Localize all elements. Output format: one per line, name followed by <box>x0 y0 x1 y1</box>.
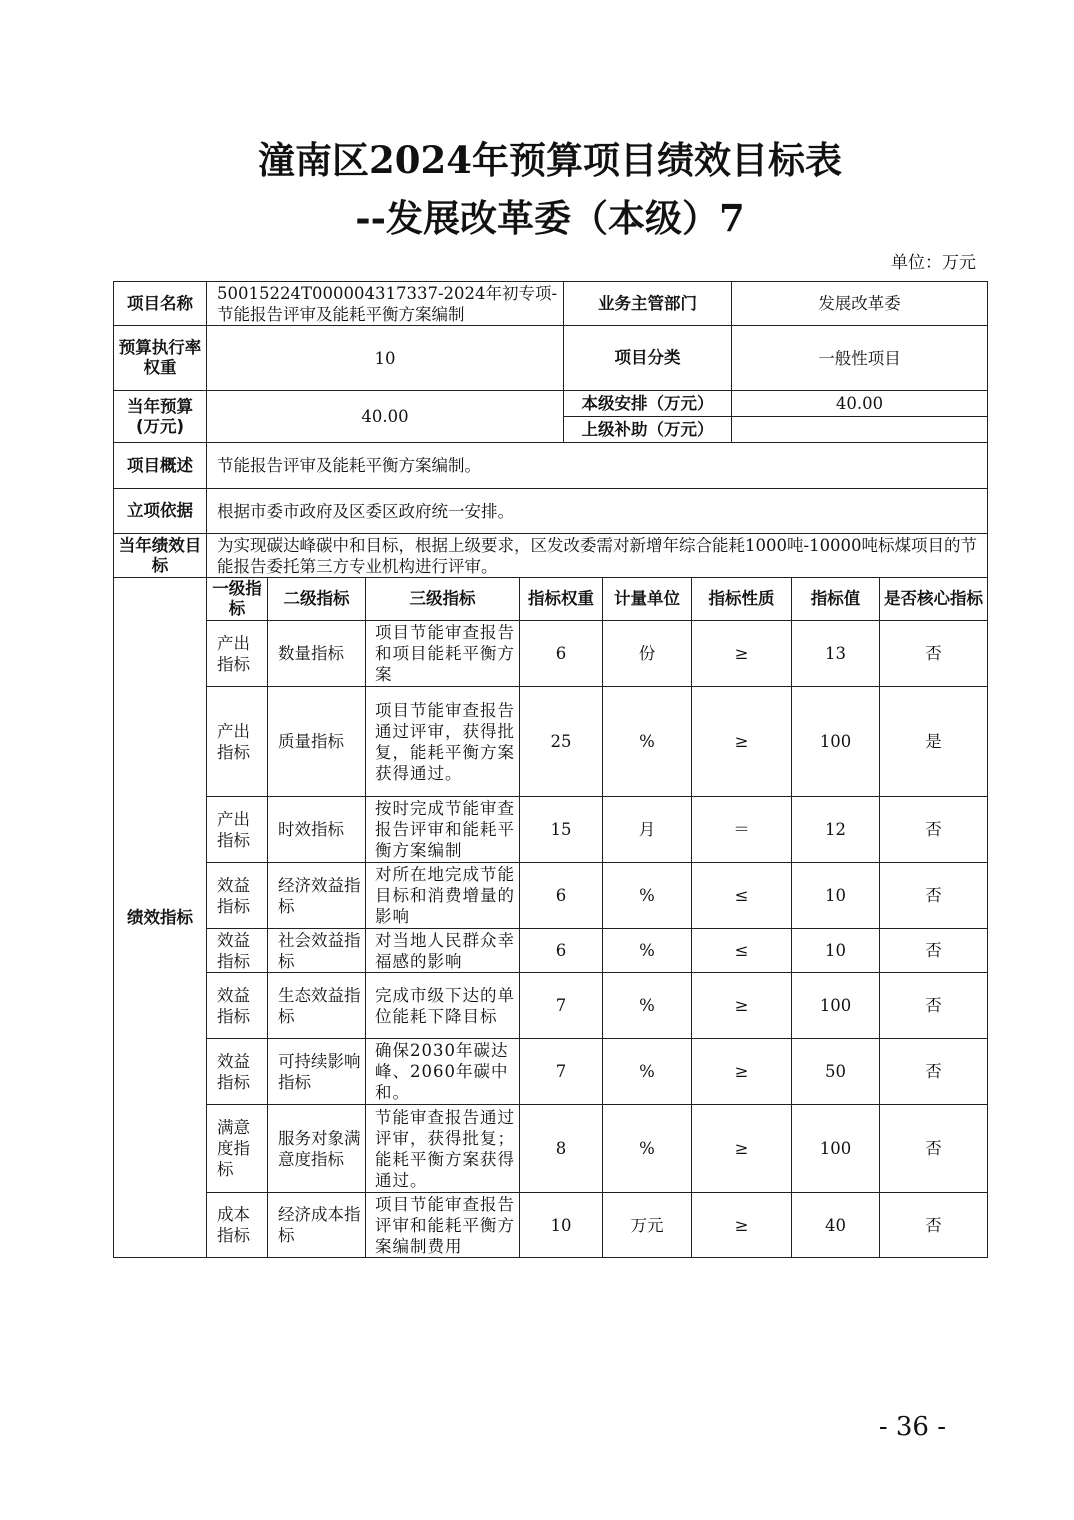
cell-unit: % <box>603 863 692 929</box>
header-level3: 三级指标 <box>366 578 520 621</box>
cell-level1: 产出指标 <box>207 621 268 687</box>
project-name: 50015224T000004317337-2024年初专项-节能报告评审及能耗平衡方案编制 <box>207 282 564 326</box>
cell-unit: 月 <box>603 797 692 863</box>
project-info-table <box>113 281 988 578</box>
cell-level3: 对所在地完成节能目标和消费增量的影响 <box>366 863 520 929</box>
cell-unit: 万元 <box>603 1193 692 1258</box>
cell-level2: 质量指标 <box>268 687 366 797</box>
overview: 节能报告评审及能耗平衡方案编制。 <box>207 443 988 489</box>
cell-core: 是 <box>880 687 988 797</box>
cell-value: 10 <box>792 929 880 973</box>
table-row <box>114 687 988 797</box>
local: 40.00 <box>732 391 988 417</box>
cell-value: 100 <box>792 687 880 797</box>
upper <box>732 417 988 443</box>
cell-value: 13 <box>792 621 880 687</box>
cell-unit: % <box>603 929 692 973</box>
category: 一般性项目 <box>732 326 988 391</box>
cell-value: 100 <box>792 973 880 1039</box>
cell-level3: 对当地人民群众幸福感的影响 <box>366 929 520 973</box>
cell-level3: 确保2030年碳达峰、2060年碳中和。 <box>366 1039 520 1105</box>
cell-level3: 完成市级下达的单位能耗下降目标 <box>366 973 520 1039</box>
cell-level2: 时效指标 <box>268 797 366 863</box>
cell-weight: 8 <box>520 1105 603 1193</box>
cell-level3: 按时完成节能审查报告评审和能耗平衡方案编制 <box>366 797 520 863</box>
cell-level3: 项目节能审查报告评审和能耗平衡方案编制费用 <box>366 1193 520 1258</box>
header-unit: 计量单位 <box>603 578 692 621</box>
cell-level3: 项目节能审查报告通过评审，获得批复，能耗平衡方案获得通过。 <box>366 687 520 797</box>
cell-core: 否 <box>880 1039 988 1105</box>
goal: 为实现碳达峰碳中和目标，根据上级要求，区发改委需对新增年综合能耗1000吨-10000吨标煤项目的节能报告委托第三方专业机构进行评审。 <box>207 534 988 578</box>
cell-nature: ≥ <box>692 1105 792 1193</box>
cell-unit: % <box>603 1105 692 1193</box>
basis-label: 立项依据 <box>114 489 207 534</box>
dept-label: 业务主管部门 <box>564 282 732 326</box>
cell-level2: 经济成本指标 <box>268 1193 366 1258</box>
header-weight: 指标权重 <box>520 578 603 621</box>
indicators-table <box>113 577 988 1258</box>
cell-unit: % <box>603 1039 692 1105</box>
cell-level3: 节能审查报告通过评审，获得批复；能耗平衡方案获得通过。 <box>366 1105 520 1193</box>
cell-nature: ≥ <box>692 1039 792 1105</box>
cell-core: 否 <box>880 973 988 1039</box>
cell-nature: ＝ <box>692 797 792 863</box>
cell-level2: 数量指标 <box>268 621 366 687</box>
overview-label: 项目概述 <box>114 443 207 489</box>
cell-level2: 可持续影响指标 <box>268 1039 366 1105</box>
cell-unit: % <box>603 973 692 1039</box>
budget-label: 当年预算(万元) <box>114 391 207 443</box>
cell-unit: % <box>603 687 692 797</box>
cell-weight: 10 <box>520 1193 603 1258</box>
page-subtitle: --发展改革委（本级）7 <box>355 196 745 240</box>
cell-value: 100 <box>792 1105 880 1193</box>
cell-nature: ≤ <box>692 863 792 929</box>
dept: 发展改革委 <box>732 282 988 326</box>
cell-level3: 项目节能审查报告和项目能耗平衡方案 <box>366 621 520 687</box>
cell-level2: 服务对象满意度指标 <box>268 1105 366 1193</box>
cell-level1: 效益指标 <box>207 863 268 929</box>
cell-level1: 效益指标 <box>207 929 268 973</box>
cell-weight: 7 <box>520 973 603 1039</box>
cell-value: 50 <box>792 1039 880 1105</box>
cell-nature: ≥ <box>692 973 792 1039</box>
header-core: 是否核心指标 <box>880 578 988 621</box>
cell-unit: 份 <box>603 621 692 687</box>
basis: 根据市委市政府及区委区政府统一安排。 <box>207 489 988 534</box>
cell-core: 否 <box>880 929 988 973</box>
table-row <box>114 621 988 687</box>
project-name-label: 项目名称 <box>114 282 207 326</box>
header-nature: 指标性质 <box>692 578 792 621</box>
cell-nature: ≥ <box>692 1193 792 1258</box>
upper-label: 上级补助（万元） <box>564 417 732 443</box>
cell-core: 否 <box>880 797 988 863</box>
header-level1: 一级指标 <box>207 578 268 621</box>
cell-level2: 生态效益指标 <box>268 973 366 1039</box>
cell-value: 12 <box>792 797 880 863</box>
table-row <box>114 863 988 929</box>
local-label: 本级安排（万元） <box>564 391 732 417</box>
cell-weight: 25 <box>520 687 603 797</box>
table-row <box>114 1039 988 1105</box>
goal-label: 当年绩效目标 <box>114 534 207 578</box>
page-title: 潼南区2024年预算项目绩效目标表 <box>258 138 842 182</box>
table-row <box>114 929 988 973</box>
budget: 40.00 <box>207 391 564 443</box>
cell-level1: 效益指标 <box>207 1039 268 1105</box>
cell-value: 40 <box>792 1193 880 1258</box>
cell-weight: 6 <box>520 929 603 973</box>
cell-weight: 6 <box>520 863 603 929</box>
unit-label: 单位：万元 <box>891 253 976 273</box>
cell-level2: 社会效益指标 <box>268 929 366 973</box>
cell-core: 否 <box>880 863 988 929</box>
cell-level1: 产出指标 <box>207 687 268 797</box>
header-level2: 二级指标 <box>268 578 366 621</box>
table-row <box>114 797 988 863</box>
cell-level1: 满意度指标 <box>207 1105 268 1193</box>
cell-level2: 经济效益指标 <box>268 863 366 929</box>
table-row <box>114 1105 988 1193</box>
category-label: 项目分类 <box>564 326 732 391</box>
cell-core: 否 <box>880 1193 988 1258</box>
cell-weight: 7 <box>520 1039 603 1105</box>
cell-nature: ≥ <box>692 687 792 797</box>
cell-value: 10 <box>792 863 880 929</box>
cell-nature: ≤ <box>692 929 792 973</box>
exec-weight-label: 预算执行率权重 <box>114 326 207 391</box>
cell-nature: ≥ <box>692 621 792 687</box>
cell-core: 否 <box>880 621 988 687</box>
header-row <box>114 578 988 621</box>
cell-core: 否 <box>880 1105 988 1193</box>
page-number: - 36 - <box>878 1412 946 1442</box>
cell-level1: 效益指标 <box>207 973 268 1039</box>
table-row <box>114 1193 988 1258</box>
header-value: 指标值 <box>792 578 880 621</box>
table-row <box>114 973 988 1039</box>
cell-level1: 产出指标 <box>207 797 268 863</box>
section-label: 绩效指标 <box>114 578 207 1258</box>
cell-level1: 成本指标 <box>207 1193 268 1258</box>
exec-weight: 10 <box>207 326 564 391</box>
cell-weight: 6 <box>520 621 603 687</box>
cell-weight: 15 <box>520 797 603 863</box>
